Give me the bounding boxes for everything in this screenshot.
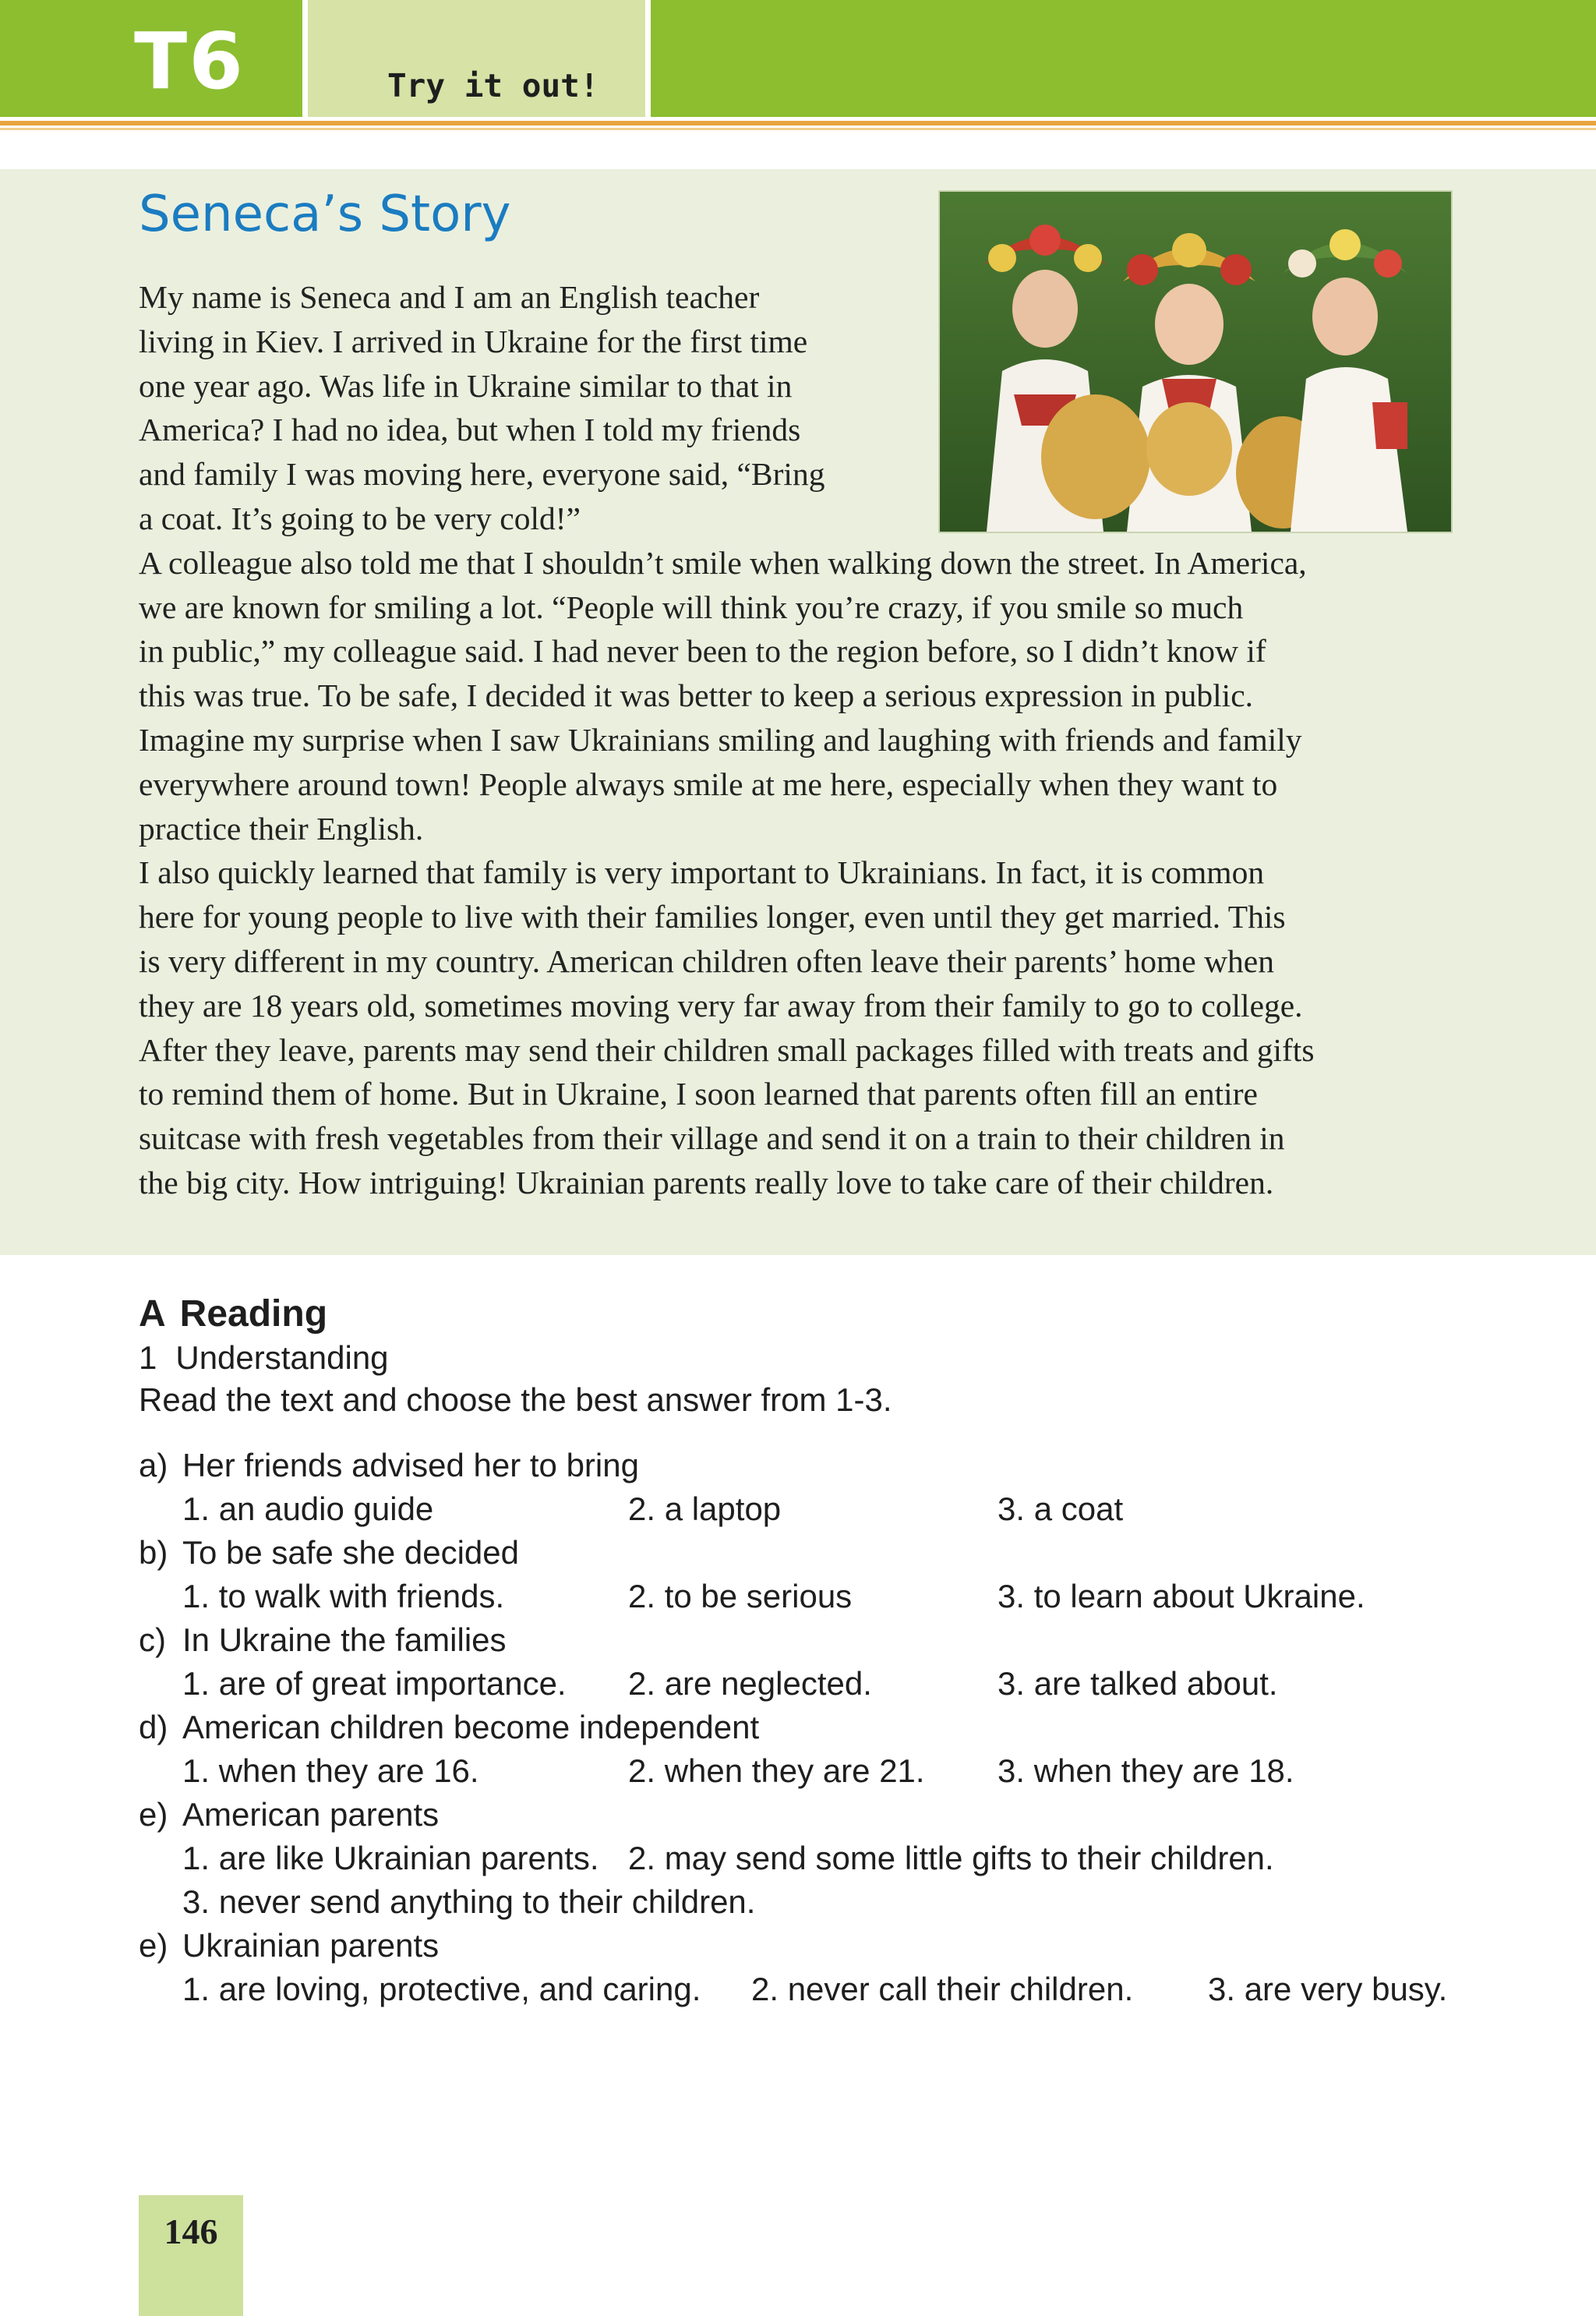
story-line: is very different in my country. American children often leave their parents’ home when [139, 942, 1274, 979]
story-line: A colleague also told me that I shouldn’t smile when walking down the street. In America, [139, 544, 1307, 581]
question-stem: To be safe she decided [182, 1534, 519, 1571]
story-line: and family I was moving here, everyone said, “Bring [139, 456, 825, 493]
story-line: to remind them of home. But in Ukraine, I soon learned that parents often fill an entire [139, 1076, 1258, 1112]
question-stem: In Ukraine the families [182, 1621, 507, 1658]
header-band [651, 0, 1596, 117]
answer-option[interactable]: 3. when they are 18. [998, 1752, 1294, 1789]
question-e [139, 1796, 439, 1833]
answer-option[interactable]: 1. are like Ukrainian parents. [182, 1840, 599, 1876]
question-stem: American children become independent [182, 1709, 760, 1745]
answer-option[interactable]: 1. to walk with friends. [182, 1578, 505, 1614]
answer-option[interactable]: 2. a laptop [628, 1490, 782, 1527]
question-stem: Her friends advised her to bring [182, 1447, 639, 1483]
story-line: suitcase with fresh vegetables from their village and send it on a train to their children in [139, 1120, 1285, 1157]
exercise-instruction: Read the text and choose the best answer from 1-3. [139, 1381, 892, 1418]
unit-code: T6 [134, 16, 245, 107]
story-line: in public,” my colleague said. I had never been to the region before, so I didn’t know if [139, 633, 1266, 670]
answer-option[interactable]: 3. to learn about Ukraine. [998, 1578, 1365, 1614]
question-f [139, 1927, 439, 1964]
question-stem: American parents [182, 1796, 440, 1833]
story-line: here for young people to live with their families longer, even until they get married. This [139, 899, 1286, 935]
answer-option[interactable]: 3. are very busy. [1208, 1971, 1448, 2007]
story-line: the big city. How intriguing! Ukrainian parents really love to take care of their children. [139, 1164, 1274, 1200]
answer-option[interactable]: 2. never call their children. [751, 1971, 1134, 2007]
story-line: living in Kiev. I arrived in Ukraine for the first time [139, 323, 808, 359]
answer-option[interactable]: 1. are loving, protective, and caring. [182, 1971, 701, 2007]
story-line: we are known for smiling a lot. “People will think you’re crazy, if you smile so much [139, 589, 1244, 625]
question-stem: Ukrainian parents [182, 1927, 440, 1964]
page-number: 146 [164, 2212, 218, 2251]
exercise-heading [139, 1292, 327, 1335]
answer-option[interactable]: 1. an audio guide [182, 1490, 434, 1527]
question-label: b) [139, 1534, 168, 1571]
story-line: they are 18 years old, sometimes moving very far away from their family to go to college. [139, 987, 1303, 1024]
story-line: After they leave, parents may send their children small packages filled with treats and gifts [139, 1031, 1315, 1068]
question-label: e) [139, 1796, 168, 1833]
answer-option[interactable]: 2. when they are 21. [628, 1752, 925, 1789]
story-line: one year ago. Was life in Ukraine similar to that in [139, 367, 793, 404]
question-b [139, 1534, 519, 1572]
story-line: I also quickly learned that family is very important to Ukrainians. In fact, it is common [139, 854, 1265, 891]
story-line: My name is Seneca and I am an English teacher [139, 279, 760, 315]
story-line: everywhere around town! People always smile at me here, especially when they want to [139, 766, 1278, 802]
story-title: Seneca’s Story [139, 186, 511, 243]
question-label: a) [139, 1447, 168, 1483]
answer-option[interactable]: 1. are of great importance. [182, 1665, 567, 1702]
question-label: e) [139, 1927, 168, 1964]
answer-option[interactable]: 2. to be serious [628, 1578, 853, 1614]
story-line: practice their English. [139, 810, 424, 847]
answer-option[interactable]: 1. when they are 16. [182, 1752, 479, 1789]
answer-option[interactable]: 3. are talked about. [998, 1665, 1278, 1702]
answer-option[interactable]: 2. may send some little gifts to their children. [628, 1840, 1274, 1876]
story-line: America? I had no idea, but when I told my friends [139, 412, 801, 448]
question-a [139, 1447, 639, 1484]
header-rule [0, 121, 1596, 126]
question-label: c) [139, 1621, 166, 1658]
question-c [139, 1621, 507, 1659]
exercise-subheading [139, 1339, 389, 1377]
story-line: a coat. It’s going to be very cold!” [139, 500, 581, 536]
story-line: Imagine my surprise when I saw Ukrainians smiling and laughing with friends and family [139, 721, 1302, 758]
answer-option[interactable]: 3. never send anything to their children. [182, 1883, 756, 1920]
section-title: Try it out! [387, 67, 599, 104]
story-line: this was true. To be safe, I decided it was better to keep a serious expression in public. [139, 677, 1253, 714]
question-d [139, 1709, 759, 1746]
answer-option[interactable]: 3. a coat [998, 1490, 1124, 1527]
exercise-letter: A [139, 1293, 166, 1335]
exercise-sub-title: Understanding [175, 1339, 389, 1376]
question-label: d) [139, 1709, 168, 1745]
story-body [139, 275, 1464, 1205]
header-rule-thin [0, 128, 1596, 130]
exercise-sub-number: 1 [139, 1339, 157, 1376]
answer-option[interactable]: 2. are neglected. [628, 1665, 872, 1702]
exercise-title: Reading [179, 1293, 328, 1335]
